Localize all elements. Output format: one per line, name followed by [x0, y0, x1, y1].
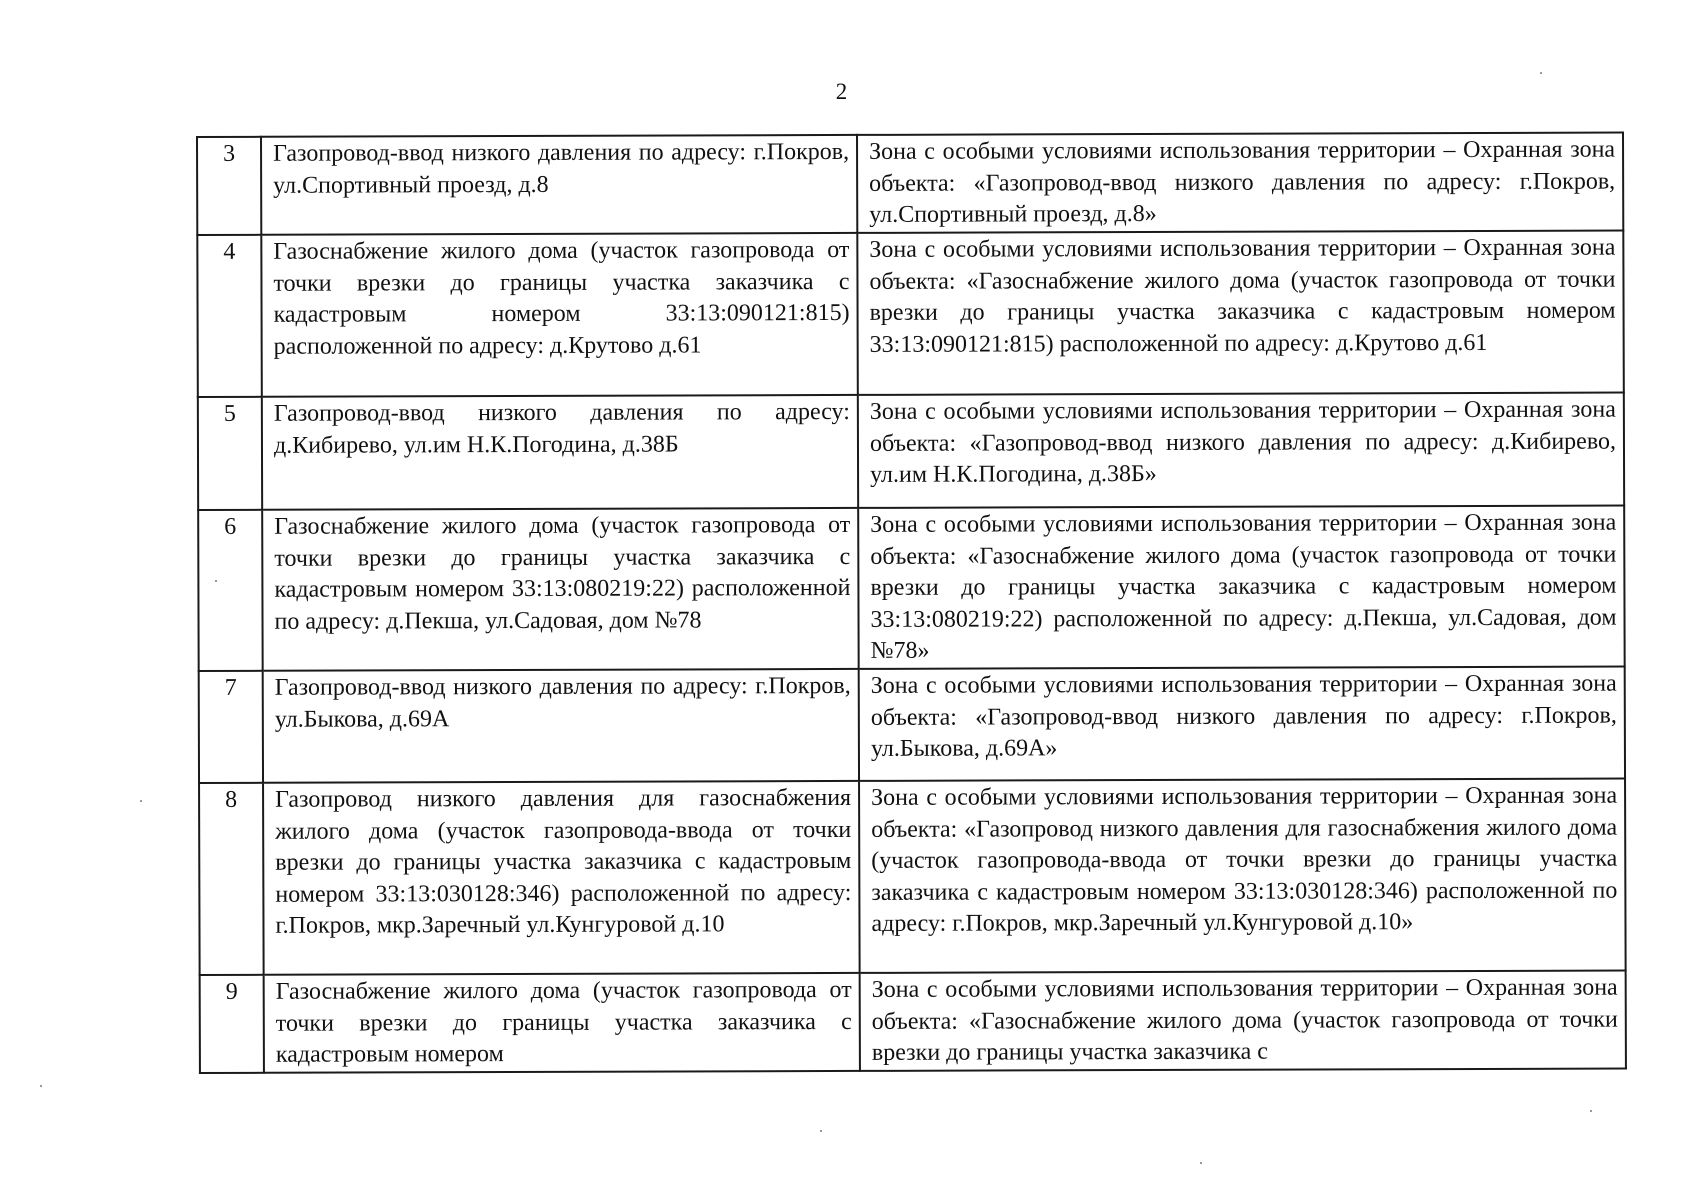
zone-description: Зона с особыми условиями использования территории – Охранная зона объекта: «Газопровод-ввод низкого давления по адресу: г.Покров, ул.Быкова, д.69А»	[859, 667, 1625, 781]
page-number: 2	[835, 79, 848, 104]
zone-description: Зона с особыми условиями использования территории – Охранная зона объекта: «Газоснабжение жилого дома (участок газопровода от точки врезки до границы участка заказчика с кадастровым номером 33:13:080219:22) расположенной по адресу: д.Пекша, ул.Садовая, дом №78»	[858, 506, 1625, 669]
object-description: Газоснабжение жилого дома (участок газопровода от точки врезки до границы участка заказчика с кадастровым номером 33:13:080219:22) расположенной по адресу: д.Пекша, ул.Садовая, дом №78	[262, 508, 859, 671]
scan-speck	[1200, 1162, 1202, 1164]
row-number: 5	[198, 397, 262, 510]
object-description: Газопровод-ввод низкого давления по адресу: д.Кибирево, ул.им Н.К.Погодина, д.38Б	[262, 395, 858, 510]
table-row	[197, 231, 1624, 397]
row-number: 8	[199, 783, 264, 975]
zone-description: Зона с особыми условиями использования территории – Охранная зона объекта: «Газопровод-ввод низкого давления по адресу: г.Покров, ул.Спортивный проезд, д.8»	[857, 133, 1623, 233]
scan-speck	[1590, 1110, 1592, 1112]
scan-speck	[820, 1130, 822, 1132]
scan-speck	[140, 800, 142, 802]
object-description: Газоснабжение жилого дома (участок газопровода от точки врезки до границы участка заказчика с кадастровым номером 33:13:090121:815) расположенной по адресу: д.Крутово д.61	[261, 233, 858, 397]
zone-description: Зона с особыми условиями использования территории – Охранная зона объекта: «Газопровод низкого давления для газоснабжения жилого дома (участок газопровода-ввода от точки врезки до границы участка заказчика с кадастровым номером 33:13:030128:346) расположенной по адресу: г.Покров, мкр.Заречный ул.Кунгуровой д.10»	[859, 779, 1626, 973]
object-description: Газопровод-ввод низкого давления по адресу: г.Покров, ул.Быкова, д.69А	[263, 669, 859, 783]
zone-description: Зона с особыми условиями использования территории – Охранная зона объекта: «Газопровод-ввод низкого давления по адресу: д.Кибирево, ул.им Н.К.Погодина, д.38Б»	[858, 393, 1624, 508]
table-row	[198, 506, 1624, 671]
object-description: Газопровод-ввод низкого давления по адресу: г.Покров, ул.Спортивный проезд, д.8	[261, 135, 857, 235]
table-row	[198, 393, 1624, 510]
row-number: 6	[198, 510, 263, 671]
row-number: 7	[199, 671, 263, 783]
row-number: 9	[200, 975, 264, 1073]
row-number: 3	[197, 137, 261, 235]
table-row	[200, 971, 1626, 1073]
zone-description: Зона с особыми условиями использования территории – Охранная зона объекта: «Газоснабжение жилого дома (участок газопровода от точки врезки до границы участка заказчика с	[860, 971, 1626, 1071]
scan-speck	[40, 1085, 42, 1087]
table-row	[199, 779, 1626, 975]
scan-speck	[215, 580, 217, 582]
table-row	[197, 133, 1623, 235]
table-row	[199, 667, 1625, 783]
row-number: 4	[197, 235, 262, 397]
zones-table	[196, 132, 1627, 1074]
scan-speck	[1540, 72, 1542, 74]
object-description: Газоснабжение жилого дома (участок газопровода от точки врезки до границы участка заказчика с кадастровым номером	[264, 973, 860, 1072]
zone-description: Зона с особыми условиями использования территории – Охранная зона объекта: «Газоснабжение жилого дома (участок газопровода от точки врезки до границы участка заказчика с кадастровым номером 33:13:090121:815) расположенной по адресу: д.Крутово д.61	[857, 231, 1624, 395]
object-description: Газопровод низкого давления для газоснабжения жилого дома (участок газопровода-ввода от точки врезки до границы участка заказчика с кадастровым номером 33:13:030128:346) расположенной по адресу: г.Покров, мкр.Заречный ул.Кунгуровой д.10	[263, 781, 860, 975]
